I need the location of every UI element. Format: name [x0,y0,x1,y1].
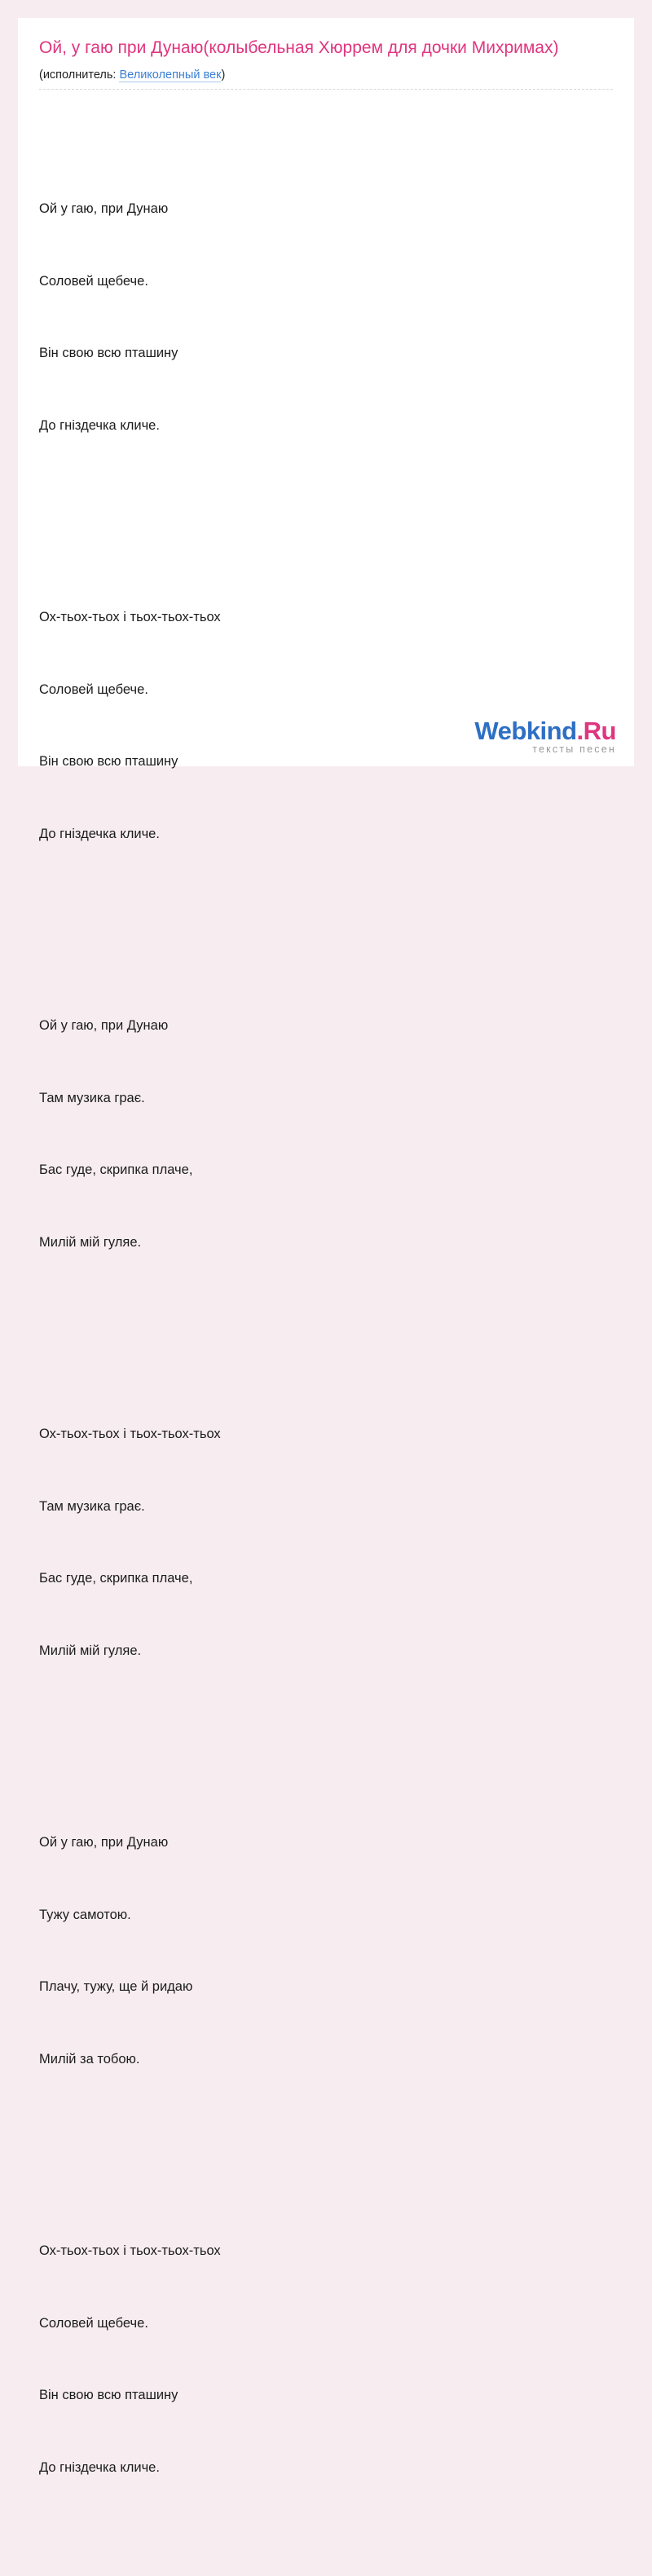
lyrics-line: Бас гуде, скрипка плаче, [39,1571,193,1586]
watermark-subtitle: тексты песен [532,743,616,755]
performer-prefix: (исполнитель: [39,68,120,82]
lyrics-stanza [39,1783,613,2119]
watermark-logo [474,717,616,745]
lyrics-line: Плачу, тужу, ще й ридаю [39,1979,193,1994]
lyrics-line: Ох-тьох-тьох і тьох-тьох-тьох [39,610,221,624]
performer-suffix: ) [221,68,226,82]
lyrics-line: Він свою всю пташину [39,346,178,360]
lyrics-line: Милій за тобою. [39,2051,140,2067]
lyrics-line: Він свою всю пташину [39,2388,178,2402]
watermark-kind: kind [526,717,577,745]
lyrics-stanza [39,149,613,486]
lyrics-line: Ой у гаю, при Дунаю [39,201,169,216]
site-watermark [474,717,616,755]
lyrics-line: Там музика грає. [39,1498,145,1514]
performer-line [39,68,613,90]
lyrics-line: До гніздечка кличе. [39,417,160,433]
lyrics-body [39,101,613,2576]
lyrics-line: Ой у гаю, при Дунаю [39,1835,169,1850]
lyrics-line: Він свою всю пташину [39,754,178,769]
watermark-dot: . [576,717,584,745]
lyrics-line: Милій мій гуляе. [39,1234,142,1250]
lyrics-line: До гніздечка кличе. [39,2459,160,2475]
lyrics-line: Ох-тьох-тьох і тьох-тьох-тьох [39,1427,221,1441]
lyrics-line: Ох-тьох-тьох і тьох-тьох-тьох [39,2243,221,2258]
watermark-web: Web [474,717,526,745]
lyrics-line: Тужу самотою. [39,1907,131,1922]
watermark-ru: Ru [583,717,616,745]
lyrics-stanza [39,1374,613,1711]
lyrics-line: До гніздечка кличе. [39,826,160,841]
lyrics-line: Соловей щебече. [39,2315,148,2331]
lyrics-card [18,18,634,2475]
lyrics-line: Там музика грає. [39,1090,145,1105]
lyrics-line: Соловей щебече. [39,273,148,289]
lyrics-line: Ой у гаю, при Дунаю [39,1018,169,1033]
performer-link[interactable]: Великолепный век [119,68,222,82]
lyrics-stanza [39,2191,613,2528]
card-content [18,18,634,2576]
lyrics-line: Милій мій гуляе. [39,1643,142,1658]
page-title: Ой, у гаю при Дунаю(колыбельная Хюррем для дочки Михримах) [39,38,559,57]
lyrics-stanza [39,966,613,1303]
lyrics-line: Бас гуде, скрипка плаче, [39,1162,193,1177]
lyrics-line: Соловей щебече. [39,681,148,697]
